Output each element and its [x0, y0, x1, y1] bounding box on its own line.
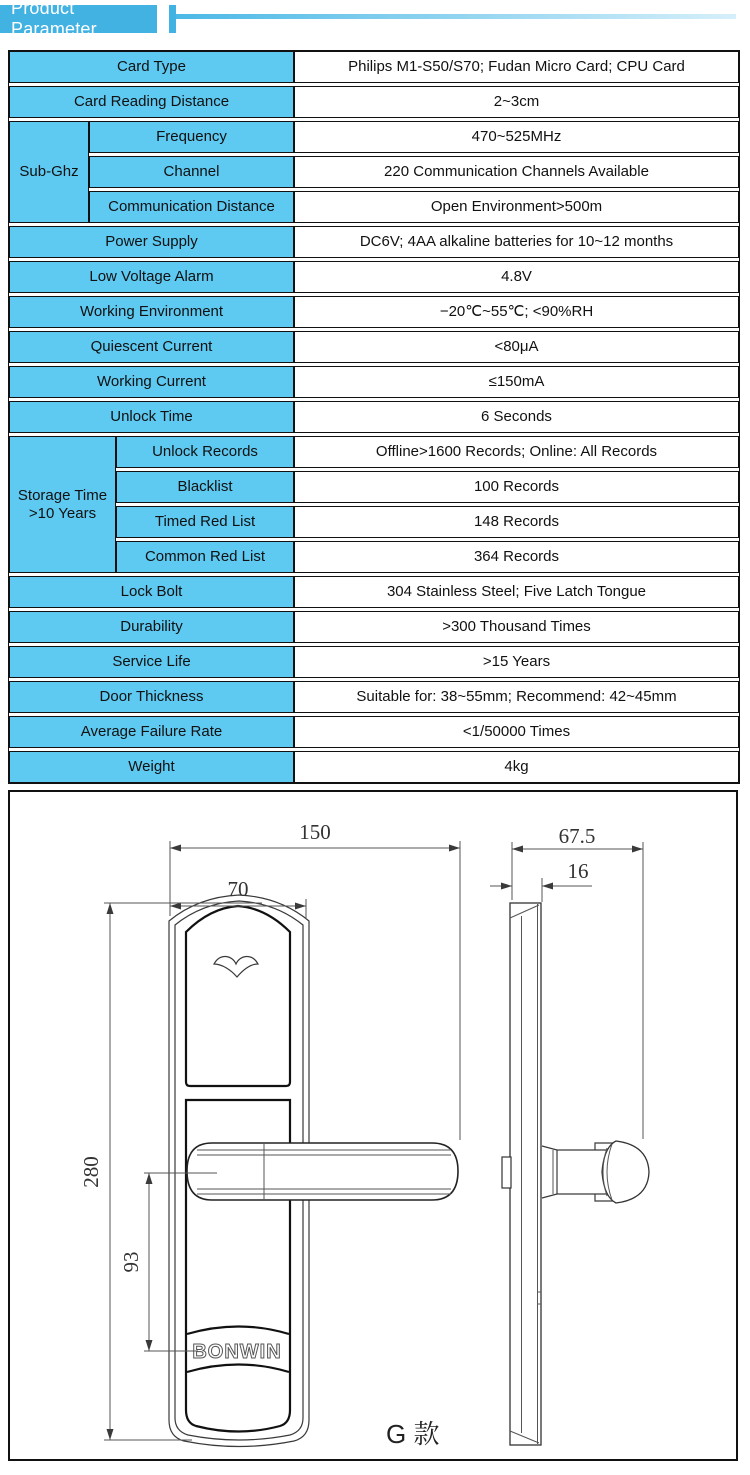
row-label: Timed Red List [116, 506, 294, 538]
row-label: Service Life [9, 646, 294, 678]
card-slot-chevron-icon [214, 956, 258, 977]
row-value: 6 Seconds [294, 401, 739, 433]
row-label: Door Thickness [9, 681, 294, 713]
handle-side [542, 1141, 649, 1203]
row-label: Average Failure Rate [9, 716, 294, 748]
row-value: DC6V; 4AA alkaline batteries for 10~12 months [294, 226, 739, 258]
row-label: Unlock Records [116, 436, 294, 468]
dim-handle-to-logo: 93 [119, 1251, 143, 1273]
dim-plate-thickness: 16 [567, 859, 589, 883]
latch-bolt [502, 1157, 511, 1188]
row-value: ≤150mA [294, 366, 739, 398]
row-value: 2~3cm [294, 86, 739, 118]
row-value: −20℃~55℃; <90%RH [294, 296, 739, 328]
group-label-line1: Storage Time [17, 487, 108, 505]
group-label-subghz: Sub-Ghz [9, 121, 89, 223]
row-value: >15 Years [294, 646, 739, 678]
dim-plate-width: 70 [227, 877, 249, 901]
row-value: 4.8V [294, 261, 739, 293]
row-label: Durability [9, 611, 294, 643]
row-label: Working Current [9, 366, 294, 398]
row-label: Unlock Time [9, 401, 294, 433]
group-label-line2: >10 Years [28, 504, 97, 522]
row-label: Common Red List [116, 541, 294, 573]
model-label: G 款 [386, 1419, 440, 1449]
row-label: Blacklist [116, 471, 294, 503]
row-value: <80μA [294, 331, 739, 363]
handle-front [187, 1143, 458, 1200]
row-value: 148 Records [294, 506, 739, 538]
row-label: Card Type [9, 51, 294, 83]
row-label: Low Voltage Alarm [9, 261, 294, 293]
dim-height: 280 [79, 1156, 103, 1188]
lock-front-view [169, 895, 458, 1447]
page-title: Product Parameter [11, 0, 97, 39]
row-value: 304 Stainless Steel; Five Latch Tongue [294, 576, 739, 608]
row-label: Weight [9, 751, 294, 783]
row-value: Suitable for: 38~55mm; Recommend: 42~45mm [294, 681, 739, 713]
row-value: 470~525MHz [294, 121, 739, 153]
row-value: Philips M1-S50/S70; Fudan Micro Card; CPU Card [294, 51, 739, 83]
brand-logo-text: BONWIN [192, 1341, 282, 1363]
row-label: Quiescent Current [9, 331, 294, 363]
row-label: Card Reading Distance [9, 86, 294, 118]
row-value: Open Environment>500m [294, 191, 739, 223]
row-value: 100 Records [294, 471, 739, 503]
row-value: 364 Records [294, 541, 739, 573]
row-value: <1/50000 Times [294, 716, 739, 748]
dim-total-width: 150 [299, 820, 331, 844]
row-label: Power Supply [9, 226, 294, 258]
row-value: 4kg [294, 751, 739, 783]
row-label: Lock Bolt [9, 576, 294, 608]
row-value: >300 Thousand Times [294, 611, 739, 643]
row-value: Offline>1600 Records; Online: All Records [294, 436, 739, 468]
dim-total-depth: 67.5 [558, 824, 596, 848]
row-label: Working Environment [9, 296, 294, 328]
row-label: Frequency [89, 121, 294, 153]
lock-side-view [502, 903, 649, 1445]
row-value: 220 Communication Channels Available [294, 156, 739, 188]
row-label: Channel [89, 156, 294, 188]
row-label: Communication Distance [89, 191, 294, 223]
